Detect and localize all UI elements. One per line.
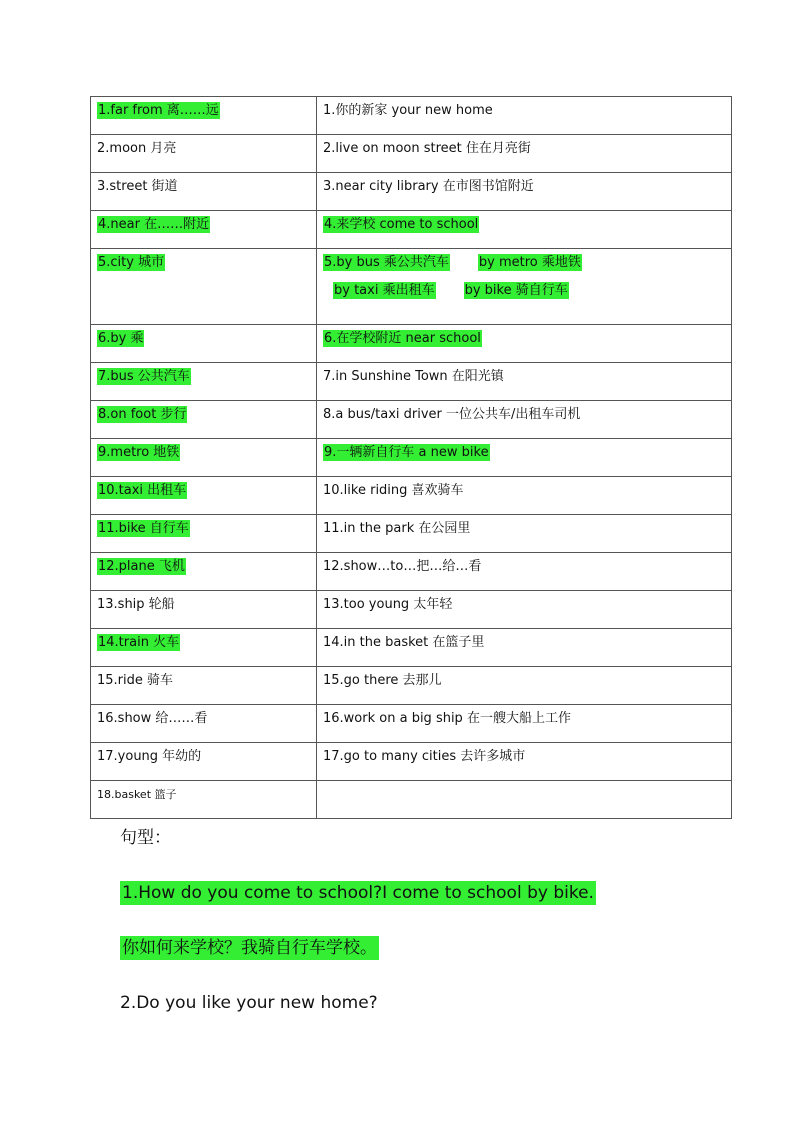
phrase-cell: [317, 97, 732, 135]
table-row: [91, 211, 732, 249]
phrase-cell: [317, 781, 732, 819]
word-text: 9.metro 地铁: [98, 445, 180, 460]
word-cell: [91, 667, 317, 705]
phrase-cell: [317, 553, 732, 591]
phrase-text: 1.你的新家 your new home: [323, 103, 493, 118]
word-cell: [91, 363, 317, 401]
phrase-text: 7.in Sunshine Town 在阳光镇: [323, 369, 504, 384]
sentence-1-translation: [120, 933, 379, 963]
phrase-text: 3.near city library 在市图书馆附近: [323, 179, 534, 194]
word-text: 3.street 街道: [97, 179, 178, 194]
phrase-text: 9.一辆新自行车 a new bike: [324, 445, 489, 460]
phrase-text: 14.in the basket 在篮子里: [323, 635, 485, 650]
table-row: [91, 477, 732, 515]
phrase-cell: [317, 325, 732, 363]
word-cell: [91, 439, 317, 477]
word-cell: [91, 591, 317, 629]
table-row: [91, 439, 732, 477]
table-row: [91, 363, 732, 401]
phrase-text: 12.show…to…把…给…看: [323, 559, 482, 574]
word-text: 6.by 乘: [98, 331, 144, 346]
table-row: [91, 249, 732, 325]
word-cell: [91, 515, 317, 553]
table-row: [91, 705, 732, 743]
phrase-cell: [317, 591, 732, 629]
table-row: [91, 781, 732, 819]
word-cell: [91, 743, 317, 781]
word-cell: [91, 553, 317, 591]
word-text: 5.city 城市: [98, 255, 165, 270]
table-row: [91, 97, 732, 135]
word-cell: [91, 173, 317, 211]
word-text: 4.near 在……附近: [98, 217, 210, 232]
phrase-text: 10.like riding 喜欢骑车: [323, 483, 464, 498]
sentence-1-text: 1.How do you come to school?I come to school by bike.: [122, 883, 594, 903]
word-cell: [91, 781, 317, 819]
table-row: [91, 515, 732, 553]
table-row: [91, 325, 732, 363]
phrase-cell: [317, 363, 732, 401]
phrase-cell: [317, 629, 732, 667]
word-text: 11.bike 自行车: [98, 521, 189, 536]
sentence-2: 2.Do you like your new home?: [120, 993, 378, 1013]
word-cell: [91, 97, 317, 135]
word-cell: [91, 705, 317, 743]
phrase-text: 15.go there 去那儿: [323, 673, 442, 688]
word-cell: [91, 477, 317, 515]
phrase-text: by bike 骑自行车: [464, 283, 568, 298]
section-heading: 句型：: [120, 828, 171, 848]
phrase-cell: [317, 477, 732, 515]
word-text: 1.far from 离……远: [98, 103, 219, 118]
table-row: [91, 173, 732, 211]
phrase-cell: [317, 173, 732, 211]
phrase-text: 6.在学校附近 near school: [324, 331, 481, 346]
table-row: [91, 743, 732, 781]
phrase-cell: [317, 515, 732, 553]
phrase-cell: [317, 135, 732, 173]
phrase-text: 5.by bus 乘公共汽车: [324, 255, 449, 270]
word-text: 2.moon 月亮: [97, 141, 177, 156]
word-cell: [91, 135, 317, 173]
word-text: 12.plane 飞机: [98, 559, 185, 574]
phrase-cell: [317, 211, 732, 249]
word-text: 7.bus 公共汽车: [98, 369, 190, 384]
phrase-text: 17.go to many cities 去许多城市: [323, 749, 526, 764]
word-text: 13.ship 轮船: [97, 597, 175, 612]
table-row: [91, 667, 732, 705]
table-row: [91, 591, 732, 629]
phrase-text: 2.live on moon street 住在月亮街: [323, 141, 531, 156]
vocabulary-table: [90, 96, 732, 819]
phrase-cell: [317, 249, 732, 325]
word-text: 14.train 火车: [98, 635, 180, 650]
word-text: 10.taxi 出租车: [98, 483, 187, 498]
phrase-cell: [317, 743, 732, 781]
word-text: 15.ride 骑车: [97, 673, 174, 688]
phrase-text: 4.来学校 come to school: [324, 217, 479, 232]
sentence-1: [120, 878, 596, 908]
word-text: 8.on foot 步行: [98, 407, 187, 422]
phrase-text: 16.work on a big ship 在一艘大船上工作: [323, 711, 571, 726]
word-cell: [91, 211, 317, 249]
phrase-cell: [317, 439, 732, 477]
phrase-text: 13.too young 太年轻: [323, 597, 453, 612]
word-text: 16.show 给……看: [97, 711, 208, 726]
phrase-text: 8.a bus/taxi driver 一位公共车/出租车司机: [323, 407, 581, 422]
word-text: 17.young 年幼的: [97, 749, 202, 764]
table-row: [91, 135, 732, 173]
table-row: [91, 401, 732, 439]
phrase-text: by metro 乘地铁: [478, 255, 581, 270]
sentence-patterns-section: [120, 818, 720, 1013]
sentence-1-translation-text: 你如何来学校？我骑自行车学校。: [122, 938, 377, 958]
table-row: [91, 553, 732, 591]
phrase-text: 11.in the park 在公园里: [323, 521, 471, 536]
word-cell: [91, 249, 317, 325]
phrase-cell: [317, 401, 732, 439]
phrase-cell: [317, 667, 732, 705]
word-text: 18.basket 篮子: [97, 788, 177, 801]
word-cell: [91, 325, 317, 363]
word-cell: [91, 401, 317, 439]
phrase-cell: [317, 705, 732, 743]
table-row: [91, 629, 732, 667]
phrase-text: by taxi 乘出租车: [334, 283, 435, 298]
word-cell: [91, 629, 317, 667]
